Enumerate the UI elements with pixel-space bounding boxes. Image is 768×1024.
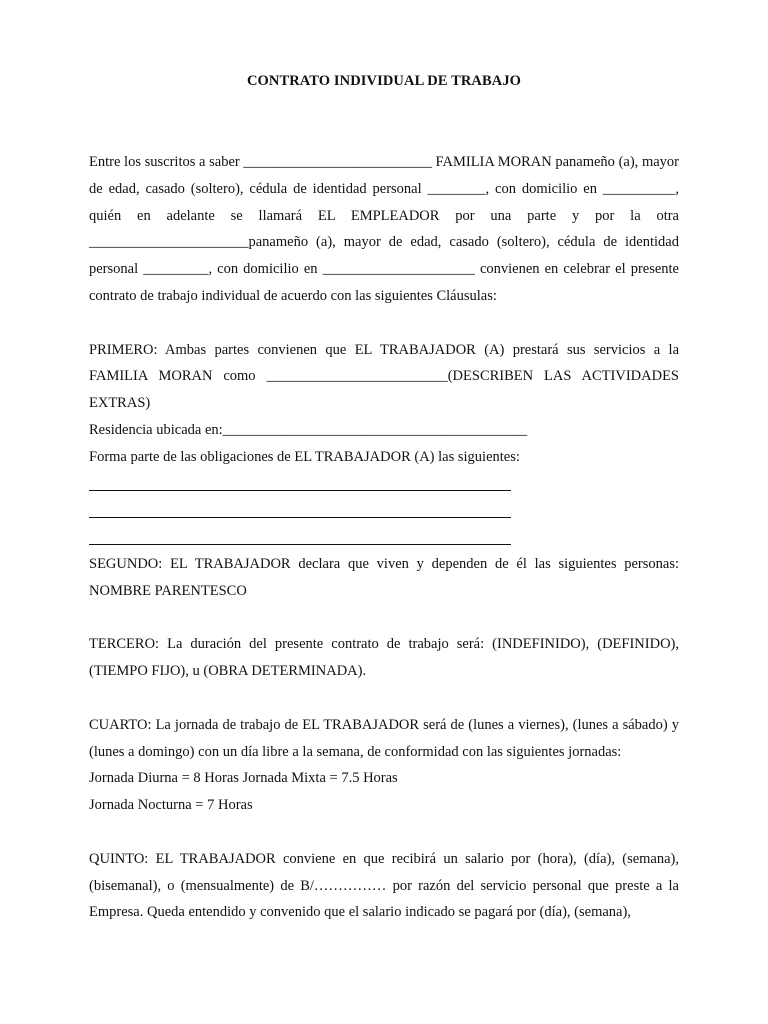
intro-paragraph: Entre los suscritos a saber __________________________ FAMILIA MORAN panameño (a), mayor de edad, casado (soltero), cédula de identidad personal ________, con domicilio en __________, quién en adelante se llamará EL EMPLEADOR por una parte y por la otra ______________________panameño (a), mayor de edad, casado (soltero), cédula de identidad personal _________, con domicilio en _____________________ convienen en celebrar el presente contrato de trabajo individual de acuerdo con las siguientes Cláusulas: [89,154,679,304]
document-body [89,149,679,926]
residence-line: Residencia ubicada en:__________________________________________ [89,421,528,438]
clause-primero: PRIMERO: Ambas partes convienen que EL TRABAJADOR (A) prestará sus servicios a la FAMILIA MORAN como _________________________(DESCRIBEN LAS ACTIVIDADES EXTRAS) [89,341,679,412]
shift-line-1: Jornada Diurna = 8 Horas Jornada Mixta = 7.5 Horas [89,770,398,787]
blank-line [89,497,511,524]
paragraph-spacer [89,605,679,632]
clause-cuarto: CUARTO: La jornada de trabajo de EL TRABAJADOR será de (lunes a viernes), (lunes a sábado) y (lunes a domingo) con un día libre a la semana, de conformidad con las siguientes jornadas: [89,716,679,760]
clause-segundo: SEGUNDO: EL TRABAJADOR declara que viven y dependen de él las siguientes personas: NOMBRE PARENTESCO [89,555,679,599]
clause-tercero: TERCERO: La duración del presente contrato de trabajo será: (INDEFINIDO), (DEFINIDO), (TIEMPO FIJO), u (OBRA DETERMINADA). [89,636,679,680]
blank-line [89,524,511,551]
clause-quinto: QUINTO: EL TRABAJADOR conviene en que recibirá un salario por (hora), (día), (semana), (bisemanal), o (mensualmente) de B/…………… por razón del servicio personal que preste a la Empresa. Queda entendido y convenido que el salario indicado se pagará por (día), (semana), [89,850,679,921]
blank-line [89,471,511,498]
shift-line-2: Jornada Nocturna = 7 Horas [89,797,253,814]
paragraph-spacer [89,685,679,712]
document-title: CONTRATO INDIVIDUAL DE TRABAJO [246,73,522,89]
obligations-line: Forma parte de las obligaciones de EL TRABAJADOR (A) las siguientes: [89,448,520,465]
paragraph-spacer [89,819,679,846]
paragraph-spacer [89,310,679,337]
